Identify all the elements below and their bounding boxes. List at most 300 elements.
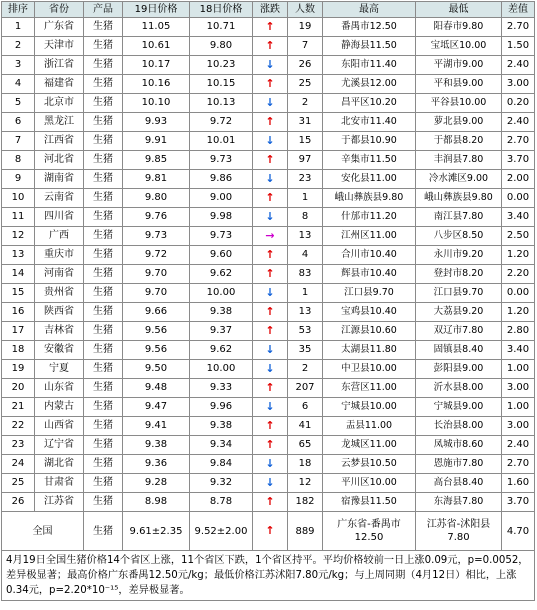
product-cell: 生猪 xyxy=(84,436,123,455)
product-cell: 生猪 xyxy=(84,227,123,246)
product-cell: 生猪 xyxy=(84,284,123,303)
table-row xyxy=(2,189,535,208)
province-cell: 吉林省 xyxy=(35,322,84,341)
trend-down-icon: ↓ xyxy=(265,133,275,147)
product-cell: 生猪 xyxy=(84,37,123,56)
min-cell: 彭阳县9.00 xyxy=(416,360,502,379)
min-cell: 固镇县8.40 xyxy=(416,341,502,360)
count-cell: 53 xyxy=(288,322,323,341)
max-cell: 辉县市10.40 xyxy=(323,265,416,284)
price-19-cell: 9.66 xyxy=(123,303,190,322)
header-cell: 最低 xyxy=(416,2,502,18)
count-cell: 26 xyxy=(288,56,323,75)
price-18-cell: 9.37 xyxy=(190,322,253,341)
table-row xyxy=(2,132,535,151)
max-cell: 北安市11.40 xyxy=(323,113,416,132)
table-row xyxy=(2,151,535,170)
price-19-cell: 9.73 xyxy=(123,227,190,246)
total-count: 889 xyxy=(288,512,323,551)
trend-cell xyxy=(253,208,288,227)
max-cell: 龙城区11.00 xyxy=(323,436,416,455)
rank-cell: 6 xyxy=(2,113,35,132)
count-cell: 12 xyxy=(288,474,323,493)
trend-up-icon: ↑ xyxy=(265,266,275,280)
trend-up-icon: ↑ xyxy=(265,247,275,261)
trend-down-icon: ↓ xyxy=(265,95,275,109)
count-cell: 4 xyxy=(288,246,323,265)
count-cell: 13 xyxy=(288,227,323,246)
max-cell: 江州区11.00 xyxy=(323,227,416,246)
price-18-cell: 10.15 xyxy=(190,75,253,94)
province-cell: 广西 xyxy=(35,227,84,246)
price-19-cell: 9.76 xyxy=(123,208,190,227)
product-cell: 生猪 xyxy=(84,113,123,132)
diff-cell: 2.70 xyxy=(502,455,535,474)
price-18-cell: 10.23 xyxy=(190,56,253,75)
table-row xyxy=(2,75,535,94)
trend-cell xyxy=(253,37,288,56)
product-cell: 生猪 xyxy=(84,455,123,474)
price-19-cell: 9.85 xyxy=(123,151,190,170)
diff-cell: 3.00 xyxy=(502,379,535,398)
rank-cell: 17 xyxy=(2,322,35,341)
trend-cell xyxy=(253,474,288,493)
price-18-cell: 10.00 xyxy=(190,360,253,379)
trend-down-icon: ↓ xyxy=(265,456,275,470)
trend-cell xyxy=(253,379,288,398)
price-19-cell: 9.80 xyxy=(123,189,190,208)
price-19-cell: 9.72 xyxy=(123,246,190,265)
count-cell: 182 xyxy=(288,493,323,512)
province-cell: 河北省 xyxy=(35,151,84,170)
price-19-cell: 9.91 xyxy=(123,132,190,151)
trend-up-icon: ↑ xyxy=(265,304,275,318)
rank-cell: 18 xyxy=(2,341,35,360)
max-cell: 太湖县11.80 xyxy=(323,341,416,360)
product-cell: 生猪 xyxy=(84,322,123,341)
total-max: 广东省-番禺市12.50 xyxy=(323,512,416,551)
product-cell: 生猪 xyxy=(84,265,123,284)
diff-cell: 3.70 xyxy=(502,151,535,170)
price-18-cell: 9.38 xyxy=(190,303,253,322)
max-cell: 东营区11.00 xyxy=(323,379,416,398)
price-18-cell: 10.00 xyxy=(190,284,253,303)
table-row xyxy=(2,303,535,322)
price-19-cell: 8.98 xyxy=(123,493,190,512)
count-cell: 35 xyxy=(288,341,323,360)
price-19-cell: 9.47 xyxy=(123,398,190,417)
table-header-row xyxy=(2,2,535,18)
province-cell: 湖北省 xyxy=(35,455,84,474)
trend-down-icon: ↓ xyxy=(265,171,275,185)
price-18-cell: 9.98 xyxy=(190,208,253,227)
header-cell: 产品 xyxy=(84,2,123,18)
rank-cell: 16 xyxy=(2,303,35,322)
trend-up-icon: ↑ xyxy=(265,76,275,90)
table-row xyxy=(2,113,535,132)
min-cell: 高台县8.40 xyxy=(416,474,502,493)
max-cell: 昌平区10.20 xyxy=(323,94,416,113)
price-18-cell: 9.72 xyxy=(190,113,253,132)
trend-up-icon: ↑ xyxy=(265,494,275,508)
diff-cell: 2.50 xyxy=(502,227,535,246)
trend-cell xyxy=(253,227,288,246)
min-cell: 平和县9.00 xyxy=(416,75,502,94)
header-cell: 差值 xyxy=(502,2,535,18)
price-18-cell: 9.96 xyxy=(190,398,253,417)
trend-down-icon: ↓ xyxy=(265,285,275,299)
product-cell: 生猪 xyxy=(84,360,123,379)
trend-flat-icon: → xyxy=(265,228,275,242)
province-cell: 甘肃省 xyxy=(35,474,84,493)
trend-down-icon: ↓ xyxy=(265,361,275,375)
national-total-row xyxy=(2,512,535,551)
min-cell: 峨山彝族县9.80 xyxy=(416,189,502,208)
table-row xyxy=(2,284,535,303)
trend-cell xyxy=(253,56,288,75)
min-cell: 恩施市7.80 xyxy=(416,455,502,474)
max-cell: 尤溪县12.00 xyxy=(323,75,416,94)
rank-cell: 25 xyxy=(2,474,35,493)
header-cell: 19日价格 xyxy=(123,2,190,18)
trend-cell xyxy=(253,75,288,94)
diff-cell: 1.50 xyxy=(502,37,535,56)
count-cell: 1 xyxy=(288,189,323,208)
trend-down-icon: ↓ xyxy=(265,342,275,356)
min-cell: 凤城市8.60 xyxy=(416,436,502,455)
trend-cell xyxy=(253,303,288,322)
count-cell: 8 xyxy=(288,208,323,227)
max-cell: 什邡市11.20 xyxy=(323,208,416,227)
price-18-cell: 9.60 xyxy=(190,246,253,265)
table-row xyxy=(2,246,535,265)
rank-cell: 19 xyxy=(2,360,35,379)
count-cell: 15 xyxy=(288,132,323,151)
price-19-cell: 9.81 xyxy=(123,170,190,189)
rank-cell: 4 xyxy=(2,75,35,94)
min-cell: 长治县8.00 xyxy=(416,417,502,436)
price-19-cell: 10.10 xyxy=(123,94,190,113)
table-row xyxy=(2,474,535,493)
product-cell: 生猪 xyxy=(84,189,123,208)
trend-up-icon: ↑ xyxy=(265,38,275,52)
table-row xyxy=(2,170,535,189)
trend-up-icon: ↑ xyxy=(265,380,275,394)
table-row xyxy=(2,322,535,341)
max-cell: 中卫县10.00 xyxy=(323,360,416,379)
rank-cell: 7 xyxy=(2,132,35,151)
price-19-cell: 9.38 xyxy=(123,436,190,455)
province-cell: 贵州省 xyxy=(35,284,84,303)
max-cell: 云梦县10.50 xyxy=(323,455,416,474)
trend-up-icon: ↑ xyxy=(265,523,275,537)
price-18-cell: 9.33 xyxy=(190,379,253,398)
province-cell: 北京市 xyxy=(35,94,84,113)
diff-cell: 3.00 xyxy=(502,417,535,436)
diff-cell: 1.20 xyxy=(502,303,535,322)
trend-cell xyxy=(253,341,288,360)
diff-cell: 0.00 xyxy=(502,284,535,303)
rank-cell: 10 xyxy=(2,189,35,208)
province-cell: 四川省 xyxy=(35,208,84,227)
price-18-cell: 9.80 xyxy=(190,37,253,56)
trend-up-icon: ↑ xyxy=(265,323,275,337)
price-18-cell: 9.62 xyxy=(190,341,253,360)
rank-cell: 23 xyxy=(2,436,35,455)
price-19-cell: 9.70 xyxy=(123,284,190,303)
rank-cell: 21 xyxy=(2,398,35,417)
price-19-cell: 9.50 xyxy=(123,360,190,379)
count-cell: 25 xyxy=(288,75,323,94)
product-cell: 生猪 xyxy=(84,75,123,94)
max-cell: 合川市10.40 xyxy=(323,246,416,265)
total-trend xyxy=(253,512,288,551)
rank-cell: 20 xyxy=(2,379,35,398)
max-cell: 宝鸡县10.40 xyxy=(323,303,416,322)
product-cell: 生猪 xyxy=(84,417,123,436)
trend-up-icon: ↑ xyxy=(265,114,275,128)
table-row xyxy=(2,436,535,455)
province-cell: 宁夏 xyxy=(35,360,84,379)
count-cell: 207 xyxy=(288,379,323,398)
province-cell: 山东省 xyxy=(35,379,84,398)
table-row xyxy=(2,94,535,113)
trend-cell xyxy=(253,322,288,341)
trend-down-icon: ↓ xyxy=(265,475,275,489)
min-cell: 平湖市9.00 xyxy=(416,56,502,75)
header-cell: 省份 xyxy=(35,2,84,18)
province-cell: 天津市 xyxy=(35,37,84,56)
price-19-cell: 9.41 xyxy=(123,417,190,436)
count-cell: 6 xyxy=(288,398,323,417)
rank-cell: 15 xyxy=(2,284,35,303)
diff-cell: 2.20 xyxy=(502,265,535,284)
rank-cell: 9 xyxy=(2,170,35,189)
table-row xyxy=(2,417,535,436)
rank-cell: 11 xyxy=(2,208,35,227)
min-cell: 宁城县9.00 xyxy=(416,398,502,417)
count-cell: 65 xyxy=(288,436,323,455)
trend-up-icon: ↑ xyxy=(265,190,275,204)
trend-down-icon: ↓ xyxy=(265,209,275,223)
province-cell: 重庆市 xyxy=(35,246,84,265)
price-19-cell: 9.56 xyxy=(123,322,190,341)
count-cell: 13 xyxy=(288,303,323,322)
count-cell: 31 xyxy=(288,113,323,132)
price-18-cell: 9.73 xyxy=(190,151,253,170)
price-18-cell: 9.84 xyxy=(190,455,253,474)
product-cell: 生猪 xyxy=(84,303,123,322)
count-cell: 41 xyxy=(288,417,323,436)
price-18-cell: 9.00 xyxy=(190,189,253,208)
province-cell: 陕西省 xyxy=(35,303,84,322)
price-18-cell: 9.38 xyxy=(190,417,253,436)
min-cell: 于都县8.20 xyxy=(416,132,502,151)
product-cell: 生猪 xyxy=(84,18,123,37)
trend-cell xyxy=(253,113,288,132)
price-18-cell: 9.32 xyxy=(190,474,253,493)
diff-cell: 2.40 xyxy=(502,113,535,132)
rank-cell: 8 xyxy=(2,151,35,170)
count-cell: 2 xyxy=(288,94,323,113)
min-cell: 登封市8.20 xyxy=(416,265,502,284)
trend-cell xyxy=(253,455,288,474)
header-cell: 涨跌 xyxy=(253,2,288,18)
province-cell: 内蒙古 xyxy=(35,398,84,417)
table-row xyxy=(2,227,535,246)
min-cell: 萝北县9.00 xyxy=(416,113,502,132)
table-row xyxy=(2,37,535,56)
max-cell: 辛集市11.50 xyxy=(323,151,416,170)
trend-down-icon: ↓ xyxy=(265,57,275,71)
count-cell: 83 xyxy=(288,265,323,284)
province-cell: 福建省 xyxy=(35,75,84,94)
price-19-cell: 9.56 xyxy=(123,341,190,360)
price-19-cell: 10.17 xyxy=(123,56,190,75)
trend-cell xyxy=(253,246,288,265)
trend-up-icon: ↑ xyxy=(265,152,275,166)
price-18-cell: 9.34 xyxy=(190,436,253,455)
diff-cell: 0.00 xyxy=(502,189,535,208)
trend-down-icon: ↓ xyxy=(265,399,275,413)
price-19-cell: 9.93 xyxy=(123,113,190,132)
min-cell: 宝坻区10.00 xyxy=(416,37,502,56)
max-cell: 东阳市11.40 xyxy=(323,56,416,75)
price-19-cell: 10.61 xyxy=(123,37,190,56)
table-row xyxy=(2,18,535,37)
price-18-cell: 9.86 xyxy=(190,170,253,189)
price-18-cell: 10.01 xyxy=(190,132,253,151)
product-cell: 生猪 xyxy=(84,398,123,417)
min-cell: 平谷县10.00 xyxy=(416,94,502,113)
rank-cell: 14 xyxy=(2,265,35,284)
table-row xyxy=(2,360,535,379)
max-cell: 静海县11.50 xyxy=(323,37,416,56)
trend-cell xyxy=(253,189,288,208)
product-cell: 生猪 xyxy=(84,94,123,113)
trend-up-icon: ↑ xyxy=(265,19,275,33)
min-cell: 南江县7.80 xyxy=(416,208,502,227)
price-19-cell: 9.36 xyxy=(123,455,190,474)
header-cell: 18日价格 xyxy=(190,2,253,18)
min-cell: 江口县9.70 xyxy=(416,284,502,303)
trend-cell xyxy=(253,18,288,37)
province-cell: 广东省 xyxy=(35,18,84,37)
product-cell: 生猪 xyxy=(84,379,123,398)
diff-cell: 3.00 xyxy=(502,75,535,94)
product-cell: 生猪 xyxy=(84,151,123,170)
province-cell: 浙江省 xyxy=(35,56,84,75)
trend-cell xyxy=(253,170,288,189)
price-18-cell: 8.78 xyxy=(190,493,253,512)
product-cell: 生猪 xyxy=(84,132,123,151)
trend-cell xyxy=(253,94,288,113)
price-report xyxy=(1,1,535,601)
province-cell: 湖南省 xyxy=(35,170,84,189)
trend-cell xyxy=(253,284,288,303)
count-cell: 23 xyxy=(288,170,323,189)
diff-cell: 1.60 xyxy=(502,474,535,493)
count-cell: 7 xyxy=(288,37,323,56)
product-cell: 生猪 xyxy=(84,170,123,189)
diff-cell: 3.40 xyxy=(502,341,535,360)
price-18-cell: 10.13 xyxy=(190,94,253,113)
min-cell: 丰润县7.80 xyxy=(416,151,502,170)
summary-text: 4月19日全国生猪价格14个省区上涨，11个省区下跌，1个省区持平。平均价格较前一日上涨0.09元，p=0.0052，差异极显著；最高价格广东番禺12.50元/kg；最低价格江苏沭阳7.80元/kg；与上周同期（4月12日）相比，上涨0.34元，p=2.20*10⁻¹⁵，差异极显著。 xyxy=(6,555,529,596)
table-row xyxy=(2,493,535,512)
product-cell: 生猪 xyxy=(84,493,123,512)
diff-cell: 0.20 xyxy=(502,94,535,113)
trend-cell xyxy=(253,398,288,417)
count-cell: 18 xyxy=(288,455,323,474)
price-18-cell: 9.62 xyxy=(190,265,253,284)
diff-cell: 2.80 xyxy=(502,322,535,341)
rank-cell: 3 xyxy=(2,56,35,75)
summary-note xyxy=(2,551,535,601)
diff-cell: 2.00 xyxy=(502,170,535,189)
rank-cell: 26 xyxy=(2,493,35,512)
min-cell: 东海县7.80 xyxy=(416,493,502,512)
diff-cell: 1.00 xyxy=(502,360,535,379)
min-cell: 永川市9.20 xyxy=(416,246,502,265)
diff-cell: 2.70 xyxy=(502,132,535,151)
price-19-cell: 11.05 xyxy=(123,18,190,37)
diff-cell: 2.40 xyxy=(502,56,535,75)
province-cell: 辽宁省 xyxy=(35,436,84,455)
trend-cell xyxy=(253,265,288,284)
trend-up-icon: ↑ xyxy=(265,418,275,432)
trend-cell xyxy=(253,417,288,436)
min-cell: 沂水县8.00 xyxy=(416,379,502,398)
trend-up-icon: ↑ xyxy=(265,437,275,451)
max-cell: 平川区10.00 xyxy=(323,474,416,493)
product-cell: 生猪 xyxy=(84,341,123,360)
trend-cell xyxy=(253,436,288,455)
diff-cell: 1.20 xyxy=(502,246,535,265)
product-cell: 生猪 xyxy=(84,208,123,227)
product-cell: 生猪 xyxy=(84,246,123,265)
total-product: 生猪 xyxy=(84,512,123,551)
max-cell: 于都县10.90 xyxy=(323,132,416,151)
rank-cell: 24 xyxy=(2,455,35,474)
count-cell: 1 xyxy=(288,284,323,303)
rank-cell: 13 xyxy=(2,246,35,265)
header-cell: 排序 xyxy=(2,2,35,18)
product-cell: 生猪 xyxy=(84,56,123,75)
price-table xyxy=(1,1,535,601)
max-cell: 宿豫县11.50 xyxy=(323,493,416,512)
province-cell: 山西省 xyxy=(35,417,84,436)
price-18-cell: 10.71 xyxy=(190,18,253,37)
diff-cell: 3.70 xyxy=(502,493,535,512)
price-19-cell: 9.70 xyxy=(123,265,190,284)
trend-cell xyxy=(253,360,288,379)
rank-cell: 22 xyxy=(2,417,35,436)
count-cell: 2 xyxy=(288,360,323,379)
max-cell: 宁城县10.00 xyxy=(323,398,416,417)
max-cell: 盂县11.00 xyxy=(323,417,416,436)
min-cell: 大荔县9.20 xyxy=(416,303,502,322)
max-cell: 江源县10.60 xyxy=(323,322,416,341)
trend-cell xyxy=(253,132,288,151)
province-cell: 安徽省 xyxy=(35,341,84,360)
province-cell: 黑龙江 xyxy=(35,113,84,132)
count-cell: 19 xyxy=(288,18,323,37)
table-row xyxy=(2,56,535,75)
max-cell: 安化县11.00 xyxy=(323,170,416,189)
max-cell: 峨山彝族县9.80 xyxy=(323,189,416,208)
table-row xyxy=(2,265,535,284)
